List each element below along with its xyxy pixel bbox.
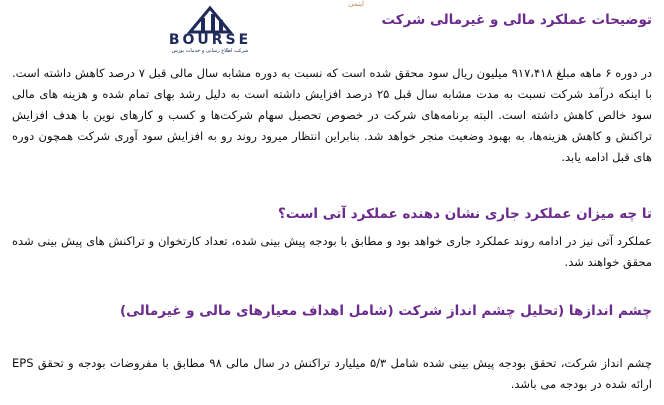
section-heading-future-performance: تا چه میزان عملکرد جاری نشان دهنده عملکرد آتی است؟ bbox=[278, 206, 652, 222]
top-mark: ایتمی bbox=[348, 0, 364, 8]
section-body-future-performance: عملکرد آتی نیز در ادامه روند عملکرد جاری خواهد بود و مطابق با بودجه پیش بینی شده، تعداد کارتخوان و تراکنش های پیش بینی شده محقق خواهند شد. bbox=[12, 234, 652, 269]
section-heading-performance: توضیحات عملکرد مالی و غیرمالی شرکت bbox=[381, 12, 652, 28]
logo-subtitle: شرکت اطلاع رسانی و خدمات بورس bbox=[171, 48, 249, 54]
section-heading-outlook: چشم اندازها (تحلیل چشم انداز شرکت (شامل اهداف معیارهای مالی و غیرمالی) bbox=[119, 303, 652, 319]
section-body-performance: در دوره ۶ ماهه مبلغ ۹۱۷،۴۱۸ میلیون ریال سود محقق شده است که نسبت به دوره مشابه سال مالی قبل ۷ درصد کاهش داشته است. با اینکه درآمد شرکت نسبت به مدت مشابه سال قبل ۲۵ درصد افزایش داشته است به دلیل رشد بهای تمام شده و هزینه های مالی سود خالص کاهش داشته است. البته برنامه‌های شرکت در خصوص تحصیل سهام شرکت‌ها و کسب و کارهای نوین با هدف افزایش تراکنش و کاهش هزینه‌ها، به بهبود وضعیت منجر خواهد شد. بنابراین انتظار میرود روند رو به افزایش سود آوری شرکت همچون دوره های قبل ادامه یابد. bbox=[12, 66, 653, 164]
section-body-outlook: چشم انداز شرکت، تحقق بودجه پیش بینی شده شامل ۵/۳ میلیارد تراکنش در سال مالی ۹۸ مطابق با مفروضات بودجه و تحقق EPS ارائه شده در بودجه می باشد. bbox=[12, 356, 652, 391]
logo-text: BOURSE bbox=[168, 32, 252, 48]
bourse-logo bbox=[135, 4, 285, 54]
